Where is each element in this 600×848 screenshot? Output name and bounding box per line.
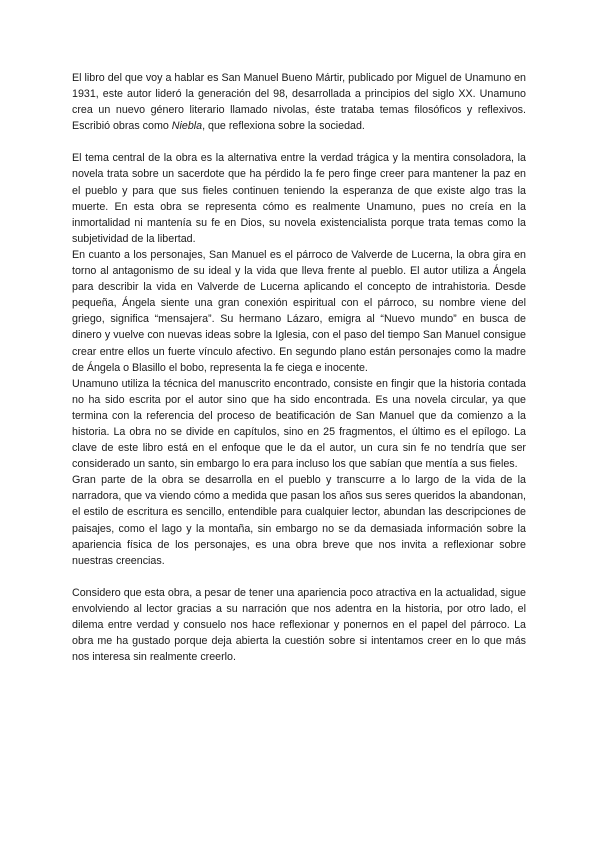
- paragraph-introduction-text: El libro del que voy a hablar es San Manuel Bueno Mártir, publicado por Miguel de Unamuno en 1931, este autor lideró la generación del 98, desarrollada a principios del siglo XX. Unamuno crea un nuevo género literario llamado nivolas, éste trataba temas filosóficos y reflexivos. Escribió obras como: [72, 72, 526, 133]
- paragraph-technique: Unamuno utiliza la técnica del manuscrito encontrado, consiste en fingir que la historia contada no ha sido escrita por el autor sino que ha sido encontrada. Es una novela circular, ya que termina con la referencia del proceso de beatificación de San Manuel que da comienzo a la historia. La obra no se divide en capítulos, sino en 25 fragmentos, el último es el epílogo. La clave de este libro está en el enfoque que le da el autor, un cura sin fe no tendría que ser considerado un santo, sin embargo lo era para incluso los que sabían que mentía a sus fieles.: [72, 377, 526, 471]
- paragraph-theme: El tema central de la obra es la alternativa entre la verdad trágica y la mentira consoladora, la novela trata sobre un sacerdote que ha pérdido la fe pero finge creer para mantener la paz en el pueblo y para que sus fieles continuen teniendo la esperanza de que existe algo tras la muerte. En esta obra se representa cómo es realmente Unamuno, pues no creía en la inmortalidad ni mantenía su fe en Dios, su novela existencialista porque trata temas como la subjetividad de la libertad.: [72, 152, 526, 245]
- paragraph-introduction-end: , que reflexiona sobre la sociedad.: [202, 120, 365, 133]
- paragraph-introduction: [72, 70, 526, 134]
- book-title-niebla: Niebla: [171, 120, 203, 133]
- document-body: [72, 70, 526, 665]
- paragraph-characters: En cuanto a los personajes, San Manuel es el párroco de Valverde de Lucerna, la obra gira en torno al antagonismo de su ideal y la vida que lleva frente al pueblo. El autor utiliza a Ángela para describir la vida en Valverde de Lucerna aplicando el concepto de intrahistoria. Desde pequeña, Ángela siente una gran conexión espiritual con el párroco, su nombre viene del griego, significa “mensajera”. Su hermano Lázaro, emigra al “Nuevo mundo” en busca de dinero y vuelve con nuevas ideas sobre la Iglesia, con el paso del tiempo San Manuel consigue crear entre ellos un fuerte vínculo afectivo. En segundo plano están personajes como la madre de Ángela o Blasillo el bobo, representa la fe ciega e inocente.: [72, 248, 526, 374]
- paragraph-style: Gran parte de la obra se desarrolla en el pueblo y transcurre a lo largo de la vida de la narradora, que va viendo cómo a medida que pasan los años sus seres queridos la abandonan, el estilo de escritura es sencillo, entendible para cualquier lector, abundan las descripciones de paisajes, como el lago y la montaña, sin embargo no se da demasiada información sobre la apariencia física de los personajes, es una obra breve que nos invita a reflexionar sobre nuestras creencias.: [72, 474, 526, 567]
- paragraph-conclusion: Considero que esta obra, a pesar de tener una apariencia poco atractiva en la actualidad, sigue envolviendo al lector gracias a su narración que nos adentra en la historia, por otro lado, el dilema entre verdad y consuelo nos hace reflexionar y ponernos en el papel del párroco. La obra me ha gustado porque deja abierta la cuestión sobre si intentamos creer en lo que más nos interesa sin realmente creerlo.: [72, 586, 526, 664]
